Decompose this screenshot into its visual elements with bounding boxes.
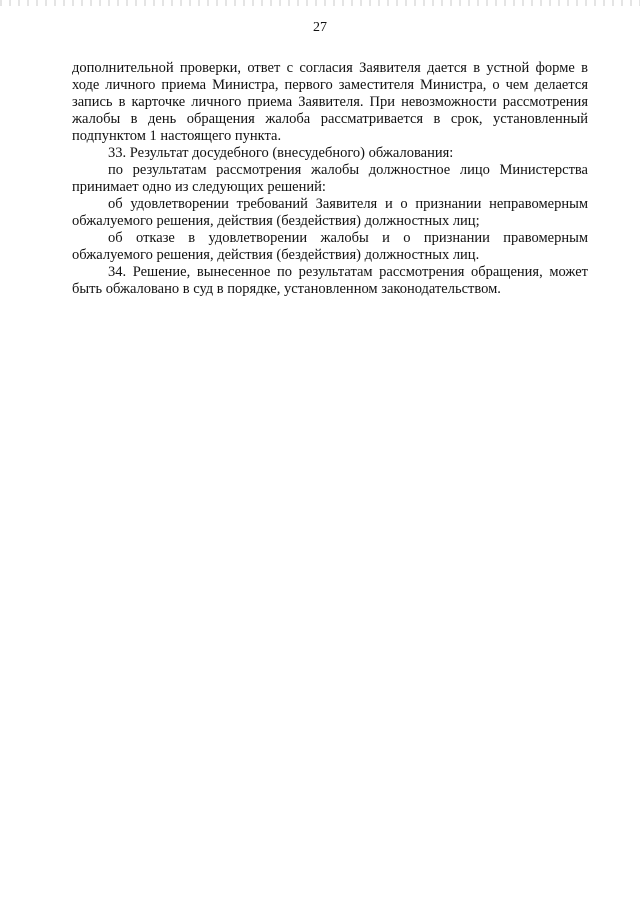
page-number: 27 xyxy=(313,20,327,35)
paragraph-section-33-heading: 33. Результат досудебного (внесудебного) обжалования: xyxy=(108,145,454,161)
paragraph-decision-intro: по результатам рассмотрения жалобы должностное лицо Министерства принимает одно из следующих решений: xyxy=(72,162,588,195)
scan-edge-artifact xyxy=(0,0,640,6)
page-body xyxy=(72,60,588,298)
paragraph-continuation: дополнительной проверки, ответ с согласия Заявителя дается в устной форме в ходе личного приема Министра, первого заместителя Министра, о чем делается запись в карточке личного приема Заявителя. При невозможности рассмотрения жалобы в день обращения жалоба рассматривается в срок, установленный подпунктом 1 настоящего пункта. xyxy=(72,60,588,144)
paragraph-decision-refuse: об отказе в удовлетворении жалобы и о признании правомерным обжалуемого решения, действия (бездействия) должностных лиц. xyxy=(72,230,588,263)
paragraph-section-34: 34. Решение, вынесенное по результатам рассмотрения обращения, может быть обжаловано в суд в порядке, установленном законодательством. xyxy=(72,264,588,297)
paragraph-decision-satisfy: об удовлетворении требований Заявителя и о признании неправомерным обжалуемого решения, действия (бездействия) должностных лиц; xyxy=(72,196,588,229)
